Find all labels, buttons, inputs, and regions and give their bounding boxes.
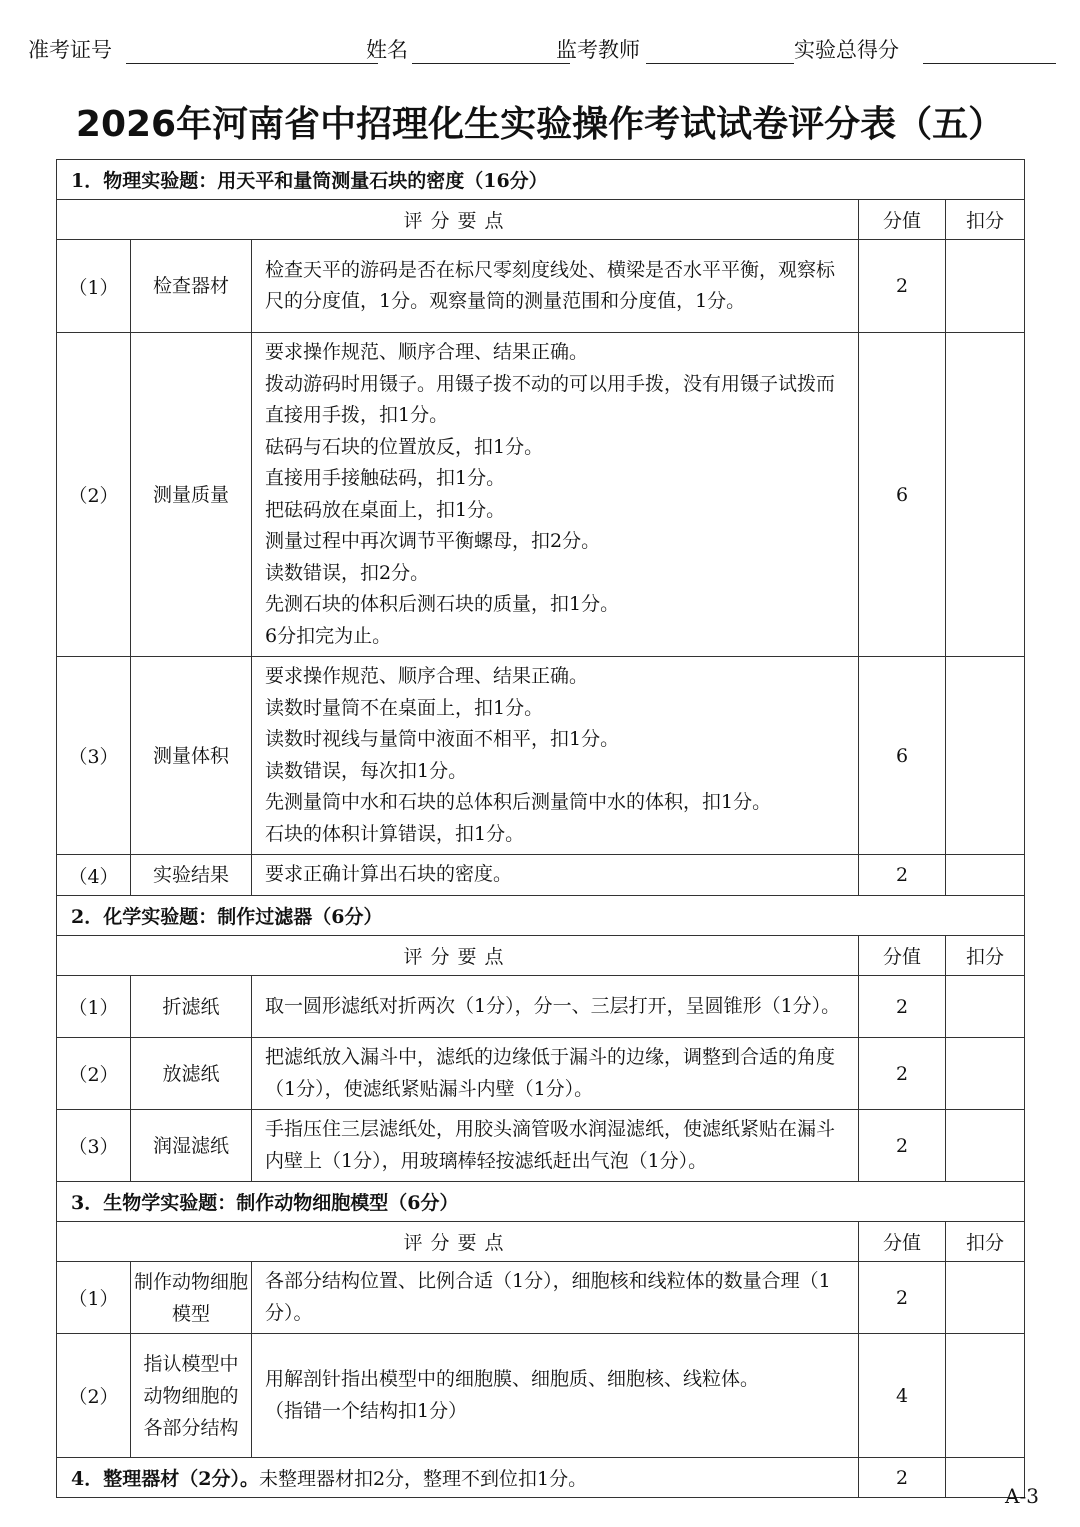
item-name: 测量质量	[131, 333, 252, 657]
table-header-row	[57, 200, 1025, 240]
item-criteria	[252, 1038, 859, 1110]
final-title: 4．整理器材（2分）。	[71, 1468, 259, 1490]
item-index: （3）	[57, 657, 131, 855]
item-index: （3）	[57, 1110, 131, 1182]
item-score: 2	[859, 1110, 946, 1182]
item-name: 检查器材	[131, 240, 252, 333]
final-row	[57, 1458, 1025, 1498]
criteria-line: 直接用手接触砝码，扣1分。	[265, 467, 506, 489]
item-score: 6	[859, 333, 946, 657]
item-name: 放滤纸	[131, 1038, 252, 1110]
header-deduct: 扣分	[946, 936, 1025, 976]
table-row	[57, 333, 1025, 657]
item-index: （1）	[57, 240, 131, 333]
criteria-line: 把砝码放在桌面上，扣1分。	[265, 498, 506, 521]
item-index: （1）	[57, 1262, 131, 1334]
criteria-line: 砝码与石块的位置放反，扣1分。	[265, 435, 544, 458]
criteria-line: 读数错误，扣2分。	[265, 561, 430, 584]
table-row	[57, 1262, 1025, 1334]
item-name: 润湿滤纸	[131, 1110, 252, 1182]
deduct-cell[interactable]	[946, 1110, 1025, 1182]
header-points: 评分要点	[57, 936, 859, 976]
final-item	[57, 1458, 859, 1498]
item-criteria	[252, 976, 859, 1038]
item-score: 2	[859, 1262, 946, 1334]
table-row	[57, 657, 1025, 855]
scoring-table	[56, 159, 1025, 1498]
criteria-line: （指错一个结构扣1分）	[265, 1399, 468, 1422]
item-name: 制作动物细胞模型	[131, 1262, 252, 1334]
section-title: 3．生物学实验题：制作动物细胞模型（6分）	[57, 1182, 1025, 1222]
table-header-row	[57, 1222, 1025, 1262]
item-criteria	[252, 1262, 859, 1334]
deduct-cell[interactable]	[946, 1038, 1025, 1110]
criteria-line: 各部分结构位置、比例合适（1分），细胞核和线粒体的数量合理（1分）。	[265, 1270, 831, 1324]
item-criteria	[252, 855, 859, 896]
criteria-line: 要求操作规范、顺序合理、结果正确。	[265, 665, 589, 687]
criteria-line: 6分扣完为止。	[265, 624, 392, 647]
criteria-line: 拨动游码时用镊子。用镊子拨不动的可以用手拨，没有用镊子试拨而直接用手拨，扣1分。	[265, 372, 836, 426]
item-criteria	[252, 240, 859, 333]
item-score: 6	[859, 657, 946, 855]
item-index: （2）	[57, 333, 131, 657]
final-text: 未整理器材扣2分，整理不到位扣1分。	[258, 1468, 588, 1490]
item-criteria	[252, 1334, 859, 1458]
table-row	[57, 1038, 1025, 1110]
criteria-line: 测量过程中再次调节平衡螺母，扣2分。	[265, 530, 601, 552]
item-score: 2	[859, 855, 946, 896]
proctor-blank[interactable]	[646, 63, 794, 64]
item-criteria	[252, 1110, 859, 1182]
item-score: 4	[859, 1334, 946, 1458]
item-name: 指认模型中动物细胞的各部分结构	[131, 1334, 252, 1458]
item-criteria	[252, 657, 859, 855]
item-criteria	[252, 333, 859, 657]
page-code: A-3	[1005, 1484, 1039, 1508]
criteria-line: 用解剖针指出模型中的细胞膜、细胞质、细胞核、线粒体。	[265, 1368, 760, 1390]
section-title: 1．物理实验题：用天平和量筒测量石块的密度（16分）	[57, 160, 1025, 200]
deduct-cell[interactable]	[946, 855, 1025, 896]
table-row	[57, 240, 1025, 333]
header-score: 分值	[859, 936, 946, 976]
table-header-row	[57, 936, 1025, 976]
section-title-row	[57, 896, 1025, 936]
table-row	[57, 1110, 1025, 1182]
item-name: 测量体积	[131, 657, 252, 855]
deduct-cell[interactable]	[946, 333, 1025, 657]
deduct-cell[interactable]	[946, 240, 1025, 333]
page-title: 2026年河南省中招理化生实验操作考试试卷评分表（五）	[75, 104, 1005, 145]
total-score-blank[interactable]	[923, 63, 1056, 64]
deduct-cell[interactable]	[946, 1262, 1025, 1334]
header-deduct: 扣分	[946, 200, 1025, 240]
item-index: （2）	[57, 1038, 131, 1110]
name-blank[interactable]	[412, 63, 570, 64]
item-index: （4）	[57, 855, 131, 896]
deduct-cell[interactable]	[946, 1334, 1025, 1458]
criteria-line: 要求正确计算出石块的密度。	[265, 863, 513, 886]
item-index: （2）	[57, 1334, 131, 1458]
criteria-line: 把滤纸放入漏斗中，滤纸的边缘低于漏斗的边缘，调整到合适的角度（1分），使滤纸紧贴漏斗内壁（1分）。	[265, 1046, 836, 1100]
criteria-line: 先测量筒中水和石块的总体积后测量筒中水的体积，扣1分。	[265, 791, 772, 813]
criteria-line: 要求操作规范、顺序合理、结果正确。	[265, 341, 589, 363]
exam-number-label: 准考证号	[28, 38, 112, 62]
final-score: 2	[859, 1458, 946, 1498]
table-row	[57, 976, 1025, 1038]
table-row	[57, 855, 1025, 896]
item-score: 2	[859, 1038, 946, 1110]
name-label: 姓名	[366, 38, 408, 62]
header-score: 分值	[859, 200, 946, 240]
header-points: 评分要点	[57, 1222, 859, 1262]
deduct-cell[interactable]	[946, 976, 1025, 1038]
deduct-cell[interactable]	[946, 657, 1025, 855]
item-index: （1）	[57, 976, 131, 1038]
criteria-line: 读数时视线与量筒中液面不相平，扣1分。	[265, 728, 620, 750]
header-deduct: 扣分	[946, 1222, 1025, 1262]
item-score: 2	[859, 976, 946, 1038]
exam-number-blank[interactable]	[126, 63, 378, 64]
criteria-line: 读数时量筒不在桌面上，扣1分。	[265, 696, 544, 719]
proctor-label: 监考教师	[556, 38, 640, 62]
section-title: 2．化学实验题：制作过滤器（6分）	[57, 896, 1025, 936]
criteria-line: 先测石块的体积后测石块的质量，扣1分。	[265, 593, 620, 615]
criteria-line: 检查天平的游码是否在标尺零刻度线处、横梁是否水平平衡，观察标尺的分度值，1分。观察量筒的测量范围和分度值，1分。	[265, 258, 836, 312]
header-points: 评分要点	[57, 200, 859, 240]
header-score: 分值	[859, 1222, 946, 1262]
total-score-label: 实验总得分	[794, 38, 899, 62]
table-row	[57, 1334, 1025, 1458]
section-title-row	[57, 1182, 1025, 1222]
criteria-line: 石块的体积计算错误，扣1分。	[265, 822, 525, 845]
candidate-info-header	[28, 34, 1058, 70]
section-title-row	[57, 160, 1025, 200]
item-name: 实验结果	[131, 855, 252, 896]
item-name: 折滤纸	[131, 976, 252, 1038]
criteria-line: 读数错误，每次扣1分。	[265, 759, 468, 782]
item-score: 2	[859, 240, 946, 333]
criteria-line: 手指压住三层滤纸处，用胶头滴管吸水润湿滤纸，使滤纸紧贴在漏斗内壁上（1分），用玻璃棒轻按滤纸赶出气泡（1分）。	[265, 1118, 836, 1172]
criteria-line: 取一圆形滤纸对折两次（1分），分一、三层打开，呈圆锥形（1分）。	[265, 994, 841, 1017]
